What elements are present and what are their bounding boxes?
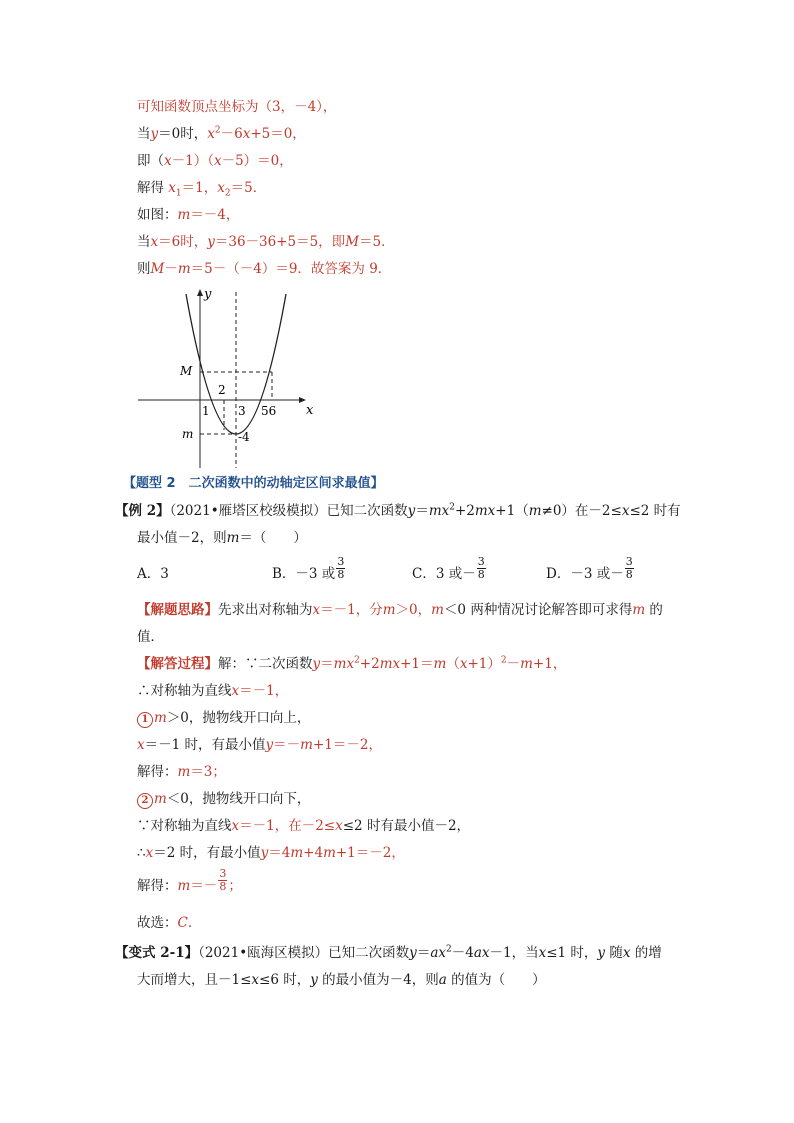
process-line-7: ∵对称轴为直线x＝－1，在－2≤x≤2 时有最小值－2，: [137, 818, 471, 834]
thinking-line-1: 【解题思路】先求出对称轴为x＝－1，分m＞0，m＜0 两种情况讨论解答即可求得m 的: [137, 602, 663, 618]
variant-line-2: 大而增大，且－1≤x≤6 时，y 的最小值为－4，则a 的值为（ ）: [137, 972, 546, 988]
tick-2: 2: [218, 383, 226, 397]
thinking-line-2: 值．: [137, 629, 164, 645]
option-B[interactable]: B．－3 或 $\frac{3}{8}$: [272, 555, 345, 582]
intro-line-7: 则M－m＝5－（－4）＝9．故答案为 9．: [137, 261, 392, 277]
process-line-2: ∴对称轴为直线x＝－1，: [137, 683, 289, 699]
tick-56: 56: [261, 404, 277, 418]
x-axis-label: x: [306, 403, 314, 418]
process-line-6: 2 m＜0，抛物线开口向下，: [137, 789, 310, 809]
option-A[interactable]: A．3: [137, 566, 169, 582]
intro-line-5: 如图：m＝－4，: [137, 207, 240, 223]
process-line-3: 1 m＞0，抛物线开口向上，: [137, 708, 310, 728]
option-C[interactable]: C．3 或－ $\frac{3}{8}$: [412, 555, 485, 582]
process-line-9: 解得：m＝－ $\frac{3}{8}$ ；: [137, 867, 242, 894]
process-line-8: ∴x＝2 时，有最小值y＝4m+4m+1＝－2，: [137, 845, 405, 861]
x-axis-arrow: [299, 397, 306, 403]
intro-line-1: 可知函数顶点坐标为（3，－4），: [137, 99, 337, 115]
intro-line-6: 当x＝6时，y＝36－36+5＝5，即M＝5．: [137, 234, 395, 250]
parabola-graph: [134, 284, 314, 469]
tick-neg4: -4: [238, 430, 250, 444]
tick-3: 3: [238, 404, 246, 418]
tick-1: 1: [202, 404, 210, 418]
y-axis-arrow: [197, 289, 203, 296]
process-line-1: 【解答过程】解：∵二次函数$y=mx^2+2mx+1=m(x+1)^2-m+1$，: [137, 655, 567, 672]
variant-line-1: 【变式 2-1】（2021•瓯海区模拟）已知二次函数$y=ax^2-4ax-1$，当x≤1 时，y 随x 的增: [115, 944, 662, 961]
process-line-4: x＝－1 时，有最小值y＝－m+1＝－2，: [137, 737, 382, 753]
example-line-2: 最小值－2，则m＝（ ）: [137, 530, 307, 546]
label-m: m: [182, 427, 194, 441]
intro-line-3: 即（x－1）（x－5）＝0，: [137, 153, 293, 169]
section-title: 【题型 2 二次函数中的动轴定区间求最值】: [123, 476, 384, 491]
process-line-10: 故选：C．: [137, 915, 202, 931]
intro-line-4: 解得 $x_1=1$，$x_2=5$．: [137, 180, 267, 199]
y-axis-label: y: [204, 287, 212, 302]
label-M: M: [180, 364, 193, 378]
process-line-5: 解得：m＝3；: [137, 764, 226, 780]
intro-line-2: 当y＝0时，$x^2-6x+5=0$，: [137, 125, 306, 142]
example-line-1: 【例 2】（2021•雁塔区校级模拟）已知二次函数$y=mx^2+2mx+1(m\ne 0)$在－2≤x≤2 时有: [115, 502, 681, 519]
option-D[interactable]: D．－3 或－ $\frac{3}{8}$: [546, 555, 633, 582]
